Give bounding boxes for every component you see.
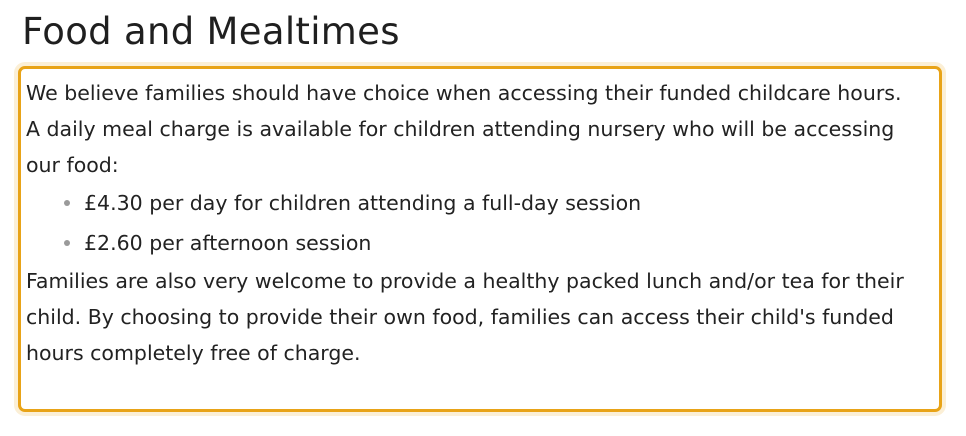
price-item-label: £2.60 per afternoon session	[84, 231, 372, 255]
price-item-label: £4.30 per day for children attending a full-day session	[84, 191, 642, 215]
intro-paragraph-2: A daily meal charge is available for children attending nursery who will be accessing our food:	[26, 117, 895, 177]
meal-info-box	[18, 66, 942, 412]
list-item	[84, 183, 933, 223]
closing-paragraph: Families are also very welcome to provide a healthy packed lunch and/or tea for their child. By choosing to provide their own food, families can access their child's funded hours completely free of charge.	[26, 269, 904, 365]
bullet-icon	[64, 200, 70, 206]
list-item	[84, 223, 933, 263]
price-list	[26, 183, 933, 263]
bullet-icon	[64, 240, 70, 246]
page-title: Food and Mealtimes	[22, 10, 400, 53]
intro-paragraph-1: We believe families should have choice when accessing their funded childcare hours.	[26, 81, 902, 105]
